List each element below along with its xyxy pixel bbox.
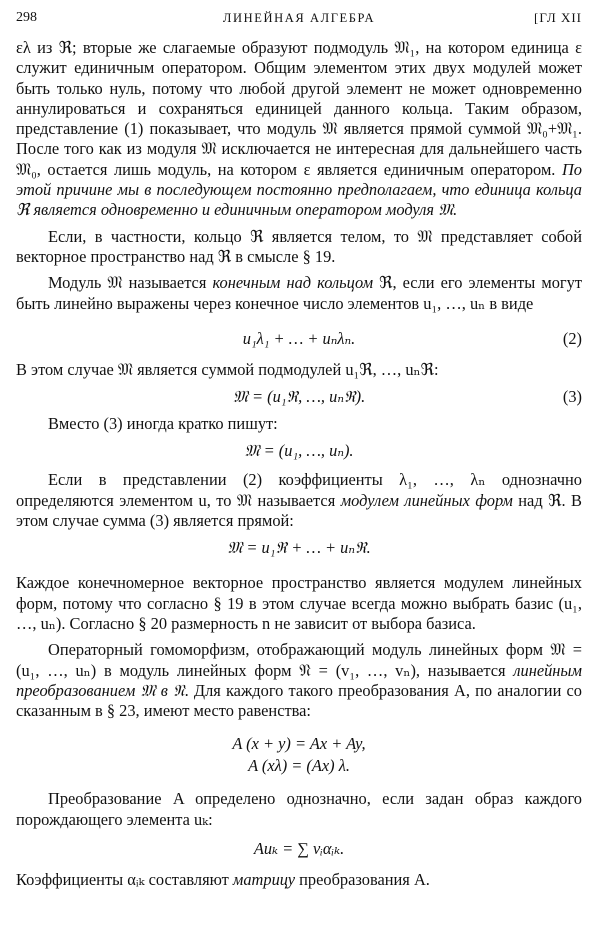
term-finite-over-ring: конечным над кольцом bbox=[212, 273, 374, 293]
term-matrix: матрицу bbox=[232, 870, 296, 890]
paragraph-6-text-b: над ℜ. В этом случае сумма (3) является прямой: bbox=[16, 490, 582, 531]
paragraph-6-text-a: Если в представлении (2) коэффициенты λ₁, …, λₙ однозначно определяются элементом u, то 𝔐 называется bbox=[16, 470, 582, 510]
paragraph-1-emphasis: По этой причине мы в последующем постоянно предполагаем, что единица кольца ℜ является одновременно и единичным оператором модуля 𝔐. bbox=[16, 159, 582, 220]
paragraph-10-text-b: преобразования A. bbox=[295, 870, 430, 890]
formula-homogeneity: A (xλ) = (Ax) λ. bbox=[248, 756, 350, 776]
paragraph-6 bbox=[16, 470, 582, 531]
term-linear-transformation: линейным преобразованием 𝔐 в 𝔑 bbox=[16, 660, 582, 700]
formula-image bbox=[16, 838, 582, 860]
formula-direct-sum bbox=[16, 537, 582, 559]
paragraph-8 bbox=[16, 640, 582, 721]
paragraph-1 bbox=[16, 38, 582, 221]
running-title: ЛИНЕЙНАЯ АЛГЕБРА bbox=[222, 11, 376, 25]
formula-short-expression: 𝔐 = (u₁, …, uₙ). bbox=[244, 441, 354, 461]
formula-direct-sum-expression: 𝔐 = u₁ℜ + … + uₙℜ. bbox=[227, 538, 371, 558]
formula-3-number: (3) bbox=[562, 387, 582, 407]
paragraph-4: В этом случае 𝔐 является суммой подмодулей u₁ℜ, …, uₙℜ: bbox=[16, 359, 439, 379]
paragraph-10 bbox=[16, 870, 582, 890]
formula-linearity bbox=[16, 733, 582, 777]
page-header bbox=[16, 10, 582, 32]
formula-short bbox=[16, 440, 582, 462]
chapter-marker: [ГЛ XII bbox=[534, 10, 582, 25]
formula-additivity: A (x + y) = Ax + Ay, bbox=[232, 734, 366, 754]
paragraph-10-text-a: Коэффициенты αᵢₖ составляют bbox=[16, 870, 233, 890]
body-text bbox=[16, 38, 582, 890]
paragraph-3-text-a: Модуль 𝔐 называется bbox=[48, 273, 213, 293]
paragraph-3-text-b: ℜ, если его элементы могут быть линейно выражены через конечное число элементов u₁, …, uₙ в виде bbox=[16, 273, 582, 313]
paragraph-8-text-a: Операторный гомоморфизм, отображающий модуль линейных форм 𝔐 = (u₁, …, uₙ) в модуль линейных форм 𝔑 = (v₁, …, vₙ), называется bbox=[16, 640, 582, 680]
paragraph-2: Если, в частности, кольцо ℜ является телом, то 𝔐 представляет собой векторное пространство над ℜ в смысле § 19. bbox=[16, 226, 582, 266]
paragraph-5: Вместо (3) иногда кратко пишут: bbox=[48, 414, 278, 434]
formula-2-number: (2) bbox=[562, 328, 582, 348]
formula-3 bbox=[16, 386, 582, 408]
paragraph-9: Преобразование A определено однозначно, если задан образ каждого порождающего элемента uₖ: bbox=[16, 789, 582, 829]
formula-image-expression: Auₖ = ∑ vᵢαᵢₖ. bbox=[253, 839, 345, 859]
paragraph-7: Каждое конечномерное векторное пространство является модулем линейных форм, потому что согласно § 19 в этом случае всегда можно выбрать базис (u₁, …, uₙ). Согласно § 20 размерность n не зависит от выбора базиса. bbox=[16, 573, 582, 633]
paragraph-8-text-b: . Для каждого такого преобразования A, по аналогии со сказанным в § 23, имеют место равенства: bbox=[16, 680, 582, 721]
term-linear-forms-module: модулем линейных форм bbox=[340, 490, 513, 510]
formula-3-expression: 𝔐 = (u₁ℜ, …, uₙℜ). bbox=[232, 387, 366, 407]
paragraph-3 bbox=[16, 273, 582, 314]
formula-2-expression: u₁λ₁ + … + uₙλₙ. bbox=[242, 328, 356, 348]
page-number: 298 bbox=[16, 10, 37, 25]
paragraph-1-text: ελ из ℜ; вторые же слагаемые образуют подмодуль 𝔐₁, на котором единица ε служит единичным оператором. Общим элементом этих двух модулей может быть только нуль, потому что любой другой элемент не может одновременно аннулироваться и сохраняться единицей данного кольца. Таким образом, представление (1) показывает, что модуль 𝔐 является прямой суммой 𝔐₀+𝔐₁. После того как из модуля 𝔐 исключается не интересная для дальнейшего часть 𝔐₀, остается лишь модуль, на котором ε является единичным оператором. bbox=[16, 38, 582, 179]
formula-2 bbox=[16, 328, 582, 350]
